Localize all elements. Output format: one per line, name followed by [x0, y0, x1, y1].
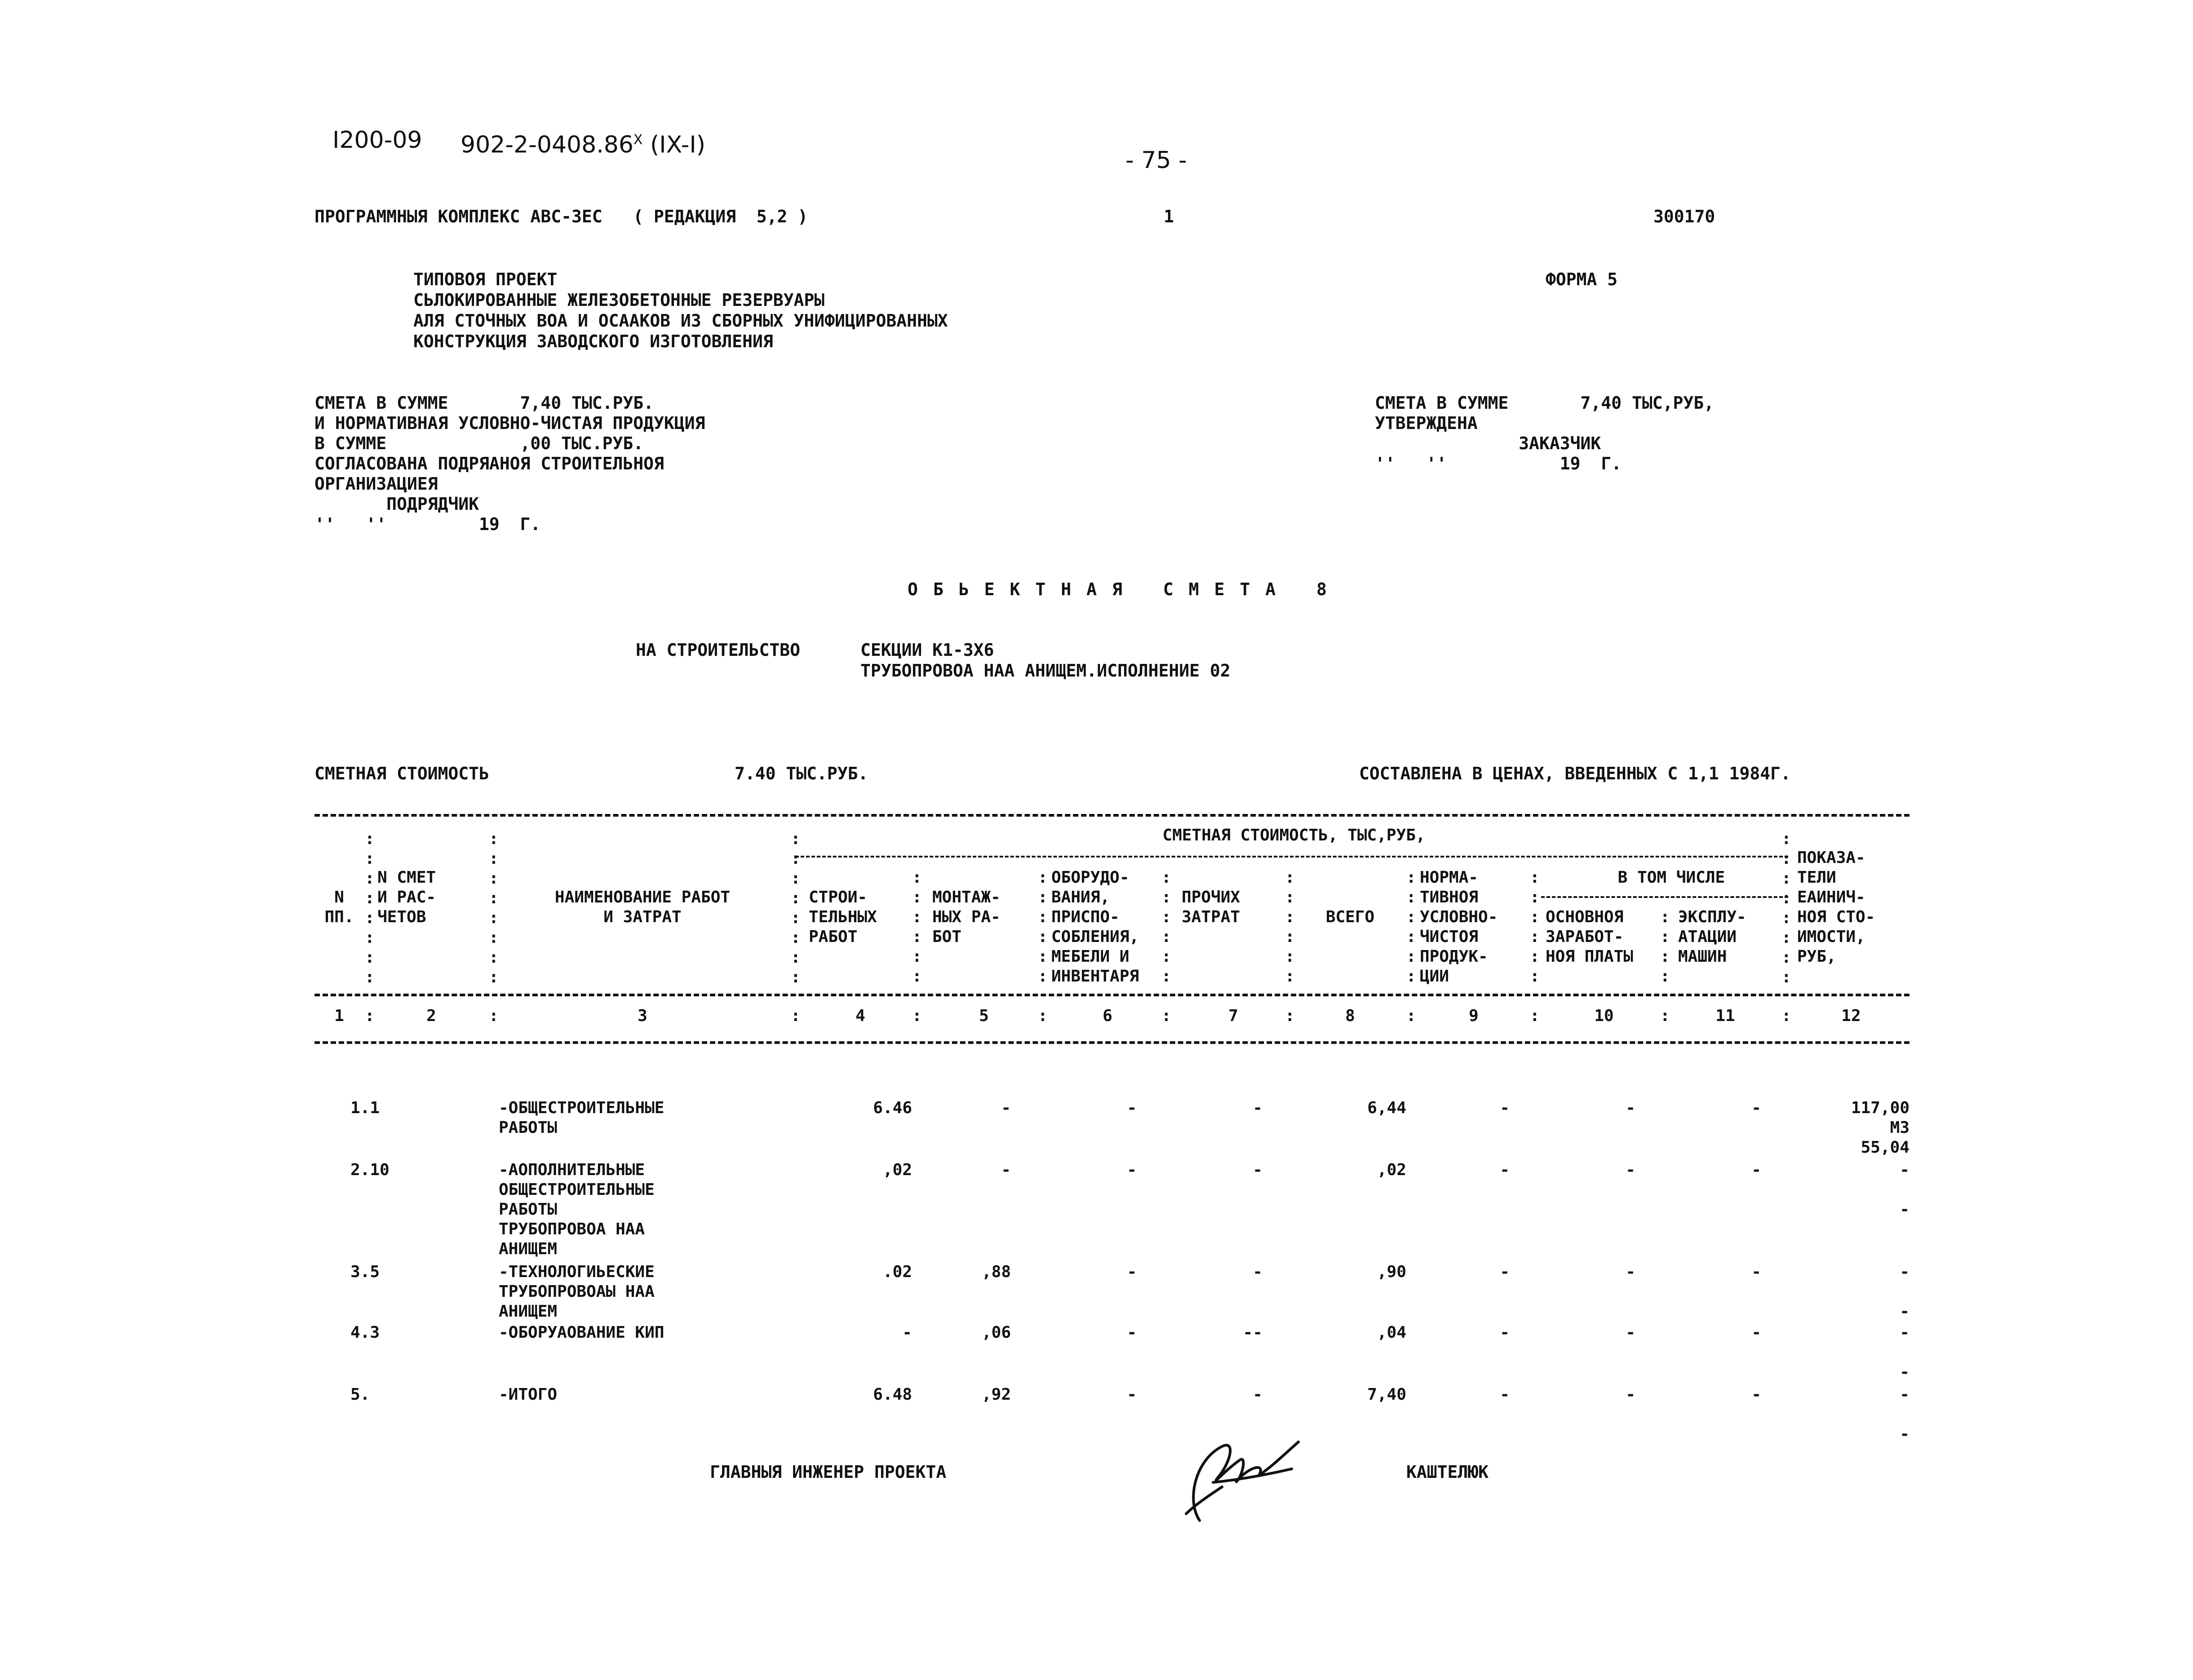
row-machines: - — [1751, 1099, 1761, 1117]
col-separator: : — [912, 1007, 922, 1025]
row-salary: - — [1626, 1263, 1635, 1281]
col-header-5: МОНТАЖ- НЫХ РА- БОТ — [932, 888, 1001, 946]
col-header-7: ПРОЧИХ ЗАТРАТ — [1182, 888, 1240, 926]
form-label: ФОРМА 5 — [1546, 270, 1618, 289]
title-sub-left: НА СТРОИТЕЛЬСТВО — [636, 640, 801, 660]
row-number: 5. — [350, 1385, 370, 1404]
row-other: - — [1253, 1263, 1263, 1281]
right-block-line-2: УТВЕРЖДЕНА — [1375, 413, 1478, 433]
row-equipment: - — [1127, 1161, 1137, 1179]
col-separator: : : : : : : — [912, 868, 922, 986]
row-construction: .02 — [882, 1263, 912, 1281]
row-other: - — [1253, 1099, 1263, 1117]
cost-prices: СОСТАВЛЕНА В ЦЕНАХ, ВВЕДЕННЫХ С 1,1 1984Г. — [1359, 764, 1791, 783]
row-machines: - — [1751, 1263, 1761, 1281]
row-equipment: - — [1127, 1099, 1137, 1117]
row-installation: ,06 — [981, 1323, 1011, 1342]
group-header: СМЕТНАЯ СТОИМОСТЬ, ТЫС,РУБ, — [1162, 826, 1426, 844]
row-construction: ,02 — [882, 1161, 912, 1179]
row-total: ,90 — [1377, 1263, 1406, 1281]
footer-name: КАШТЕЛЮК — [1406, 1462, 1489, 1482]
left-block-line-2: И НОРМАТИВНАЯ УСЛОВНО-ЧИСТАЯ ПРОДУКЦИЯ — [315, 413, 705, 433]
project-line-1: ТИПОВОЯ ПРОЕКТ — [413, 270, 558, 289]
row-other: - — [1253, 1161, 1263, 1179]
row-normative: - — [1500, 1263, 1510, 1281]
row-total: ,02 — [1377, 1161, 1406, 1179]
col-separator: : — [1781, 1007, 1791, 1025]
project-line-3: АЛЯ СТОЧНЫХ ВОА И ОСААКОВ ИЗ СБОРНЫХ УНИФИЦИРОВАННЫХ — [413, 311, 948, 331]
row-construction: 6.48 — [873, 1385, 912, 1404]
col-number-12: 12 — [1841, 1007, 1861, 1025]
col-separator: : : : : : : — [1406, 868, 1416, 986]
col-separator: : : : : : : : : — [365, 830, 375, 986]
title-sub-2: ТРУБОПРОВОА НАА АНИЩЕМ.ИСПОЛНЕНИЕ 02 — [860, 661, 1231, 681]
row-name: -ОБЩЕСТРОИТЕЛЬНЫЕ РАБОТЫ — [499, 1099, 665, 1137]
row-normative: - — [1500, 1099, 1510, 1117]
row-number: 2.10 — [350, 1161, 390, 1179]
row-normative: - — [1500, 1161, 1510, 1179]
right-block-line-1: СМЕТА В СУММЕ 7,40 ТЫС,РУБ, — [1375, 393, 1714, 413]
group-header-rule — [795, 856, 1788, 858]
left-block-line-3: В СУММЕ ,00 ТЫС.РУБ. — [315, 433, 644, 453]
row-unit-cost: - - — [1900, 1385, 1909, 1443]
estimate-title: ОБЬЕКТНАЯ СМЕТА 8 — [908, 579, 1342, 599]
row-name: -ОБОРУАОВАНИЕ КИП — [499, 1323, 665, 1342]
footer-role: ГЛАВНЫЯ ИНЖЕНЕР ПРОЕКТА — [710, 1462, 947, 1482]
col-header-3: НАИМЕНОВАНИЕ РАБОТ И ЗАТРАТ — [554, 888, 731, 926]
left-block-line-7: '' '' 19 Г. — [315, 514, 541, 534]
col-header-11: ЭКСПЛУ- АТАЦИИ МАШИН — [1678, 908, 1746, 966]
col-number-8: 8 — [1345, 1007, 1355, 1025]
col-header-12: ПОКАЗА- ТЕЛИ ЕАИНИЧ- НОЯ СТО- ИМОСТИ, РУБ, — [1797, 849, 1875, 966]
row-machines: - — [1751, 1161, 1761, 1179]
col-number-6: 6 — [1103, 1007, 1112, 1025]
col-separator: : — [1530, 1007, 1540, 1025]
project-line-2: СЬЛОКИРОВАННЫЕ ЖЕЛЕЗОБЕТОННЫЕ РЕЗЕРВУАРЫ — [413, 290, 825, 310]
col-header-4: СТРОИ- ТЕЛЬНЫХ РАБОТ — [809, 888, 877, 946]
col-number-1: 1 — [334, 1007, 344, 1025]
header-bottom-rule — [315, 994, 1909, 996]
col-header-2: N СМЕТ И РАС- ЧЕТОВ — [377, 868, 436, 926]
row-machines: - — [1751, 1323, 1761, 1342]
col-separator: : — [489, 1007, 499, 1025]
row-salary: - — [1626, 1385, 1635, 1404]
col-separator: : — [1161, 1007, 1171, 1025]
row-total: 6,44 — [1367, 1099, 1406, 1117]
row-equipment: - — [1127, 1385, 1137, 1404]
col-number-3: 3 — [638, 1007, 647, 1025]
row-total: ,04 — [1377, 1323, 1406, 1342]
row-construction: 6.46 — [873, 1099, 912, 1117]
row-construction: - — [902, 1323, 912, 1342]
col-separator: : — [1285, 1007, 1295, 1025]
left-block-line-6: ПОДРЯДЧИК — [315, 494, 479, 514]
row-salary: - — [1626, 1323, 1635, 1342]
row-unit-cost: - - — [1900, 1323, 1909, 1381]
row-name: -АОПОЛНИТЕЛЬНЫЕ ОБЩЕСТРОИТЕЛЬНЫЕ РАБОТЫ ТРУБОПРОВОА НАА АНИЩЕМ — [499, 1161, 655, 1258]
left-block-line-4: СОГЛАСОВАНА ПОДРЯАНОЯ СТРОИТЕЛЬНОЯ — [315, 454, 664, 473]
row-unit-cost: - - — [1900, 1161, 1909, 1219]
row-name: -ТЕХНОЛОГИЬЕСКИЕ ТРУБОПРОВОАЫ НАА АНИЩЕМ — [499, 1263, 655, 1321]
col-separator: : : : : : : — [1530, 868, 1540, 986]
right-block-line-3: ЗАКАЗЧИК — [1375, 433, 1601, 453]
row-number: 3.5 — [350, 1263, 380, 1281]
row-normative: - — [1500, 1385, 1510, 1404]
row-unit-cost: 117,00 М3 55,04 — [1851, 1099, 1909, 1157]
row-installation: ,88 — [981, 1263, 1011, 1281]
table-top-rule — [315, 814, 1909, 817]
left-block-line-5: ОРГАНИЗАЦИЕЯ — [315, 474, 438, 494]
col-separator: : : : : : : : : — [489, 830, 499, 986]
col-header-1: N ПП. — [324, 888, 354, 926]
col-number-2: 2 — [426, 1007, 436, 1025]
row-normative: - — [1500, 1323, 1510, 1342]
col-separator: : : : : : : : : — [1781, 830, 1791, 986]
row-unit-cost: - - — [1900, 1263, 1909, 1321]
col-number-11: 11 — [1715, 1007, 1735, 1025]
col-number-5: 5 — [979, 1007, 989, 1025]
row-installation: - — [1001, 1161, 1011, 1179]
row-number: 4.3 — [350, 1323, 380, 1342]
row-machines: - — [1751, 1385, 1761, 1404]
row-name: -ИТОГО — [499, 1385, 558, 1404]
project-code — [461, 130, 706, 159]
row-other: - — [1253, 1385, 1263, 1404]
program-line: ПРОГРАММНЫЯ КОМПЛЕКС АВС-3ЕС ( РЕДАКЦИЯ 5,2 ) — [315, 207, 808, 226]
cost-value: 7.40 ТЫС.РУБ. — [735, 764, 868, 783]
project-code-sup: X — [633, 132, 643, 148]
project-line-4: КОНСТРУКЦИЯ ЗАВОДСКОГО ИЗГОТОВЛЕНИЯ — [413, 332, 773, 351]
row-salary: - — [1626, 1161, 1635, 1179]
left-block-line-1: СМЕТА В СУММЕ 7,40 ТЫС.РУБ. — [315, 393, 654, 413]
col-separator: : — [1038, 1007, 1048, 1025]
page-label: - 75 - — [1125, 147, 1187, 174]
document-code: 300170 — [1653, 207, 1715, 226]
col-number-10: 10 — [1594, 1007, 1614, 1025]
col-separator: : — [1660, 1007, 1670, 1025]
col-separator: : : : : : : — [1161, 868, 1171, 986]
row-installation: - — [1001, 1099, 1011, 1117]
col-number-9: 9 — [1469, 1007, 1479, 1025]
row-equipment: - — [1127, 1263, 1137, 1281]
sheet-number: 1 — [1164, 207, 1174, 226]
col-numbers-bottom-rule — [315, 1041, 1909, 1044]
doc-number: I200-09 — [332, 127, 422, 154]
col-header-6: ОБОРУДО- ВАНИЯ, ПРИСПО- СОБЛЕНИЯ, МЕБЕЛИ И ИНВЕНТАРЯ — [1051, 868, 1139, 986]
col-number-4: 4 — [855, 1007, 865, 1025]
row-installation: ,92 — [981, 1385, 1011, 1404]
row-equipment: - — [1127, 1323, 1137, 1342]
project-code-main: 902-2-0408.86 — [461, 131, 634, 159]
row-total: 7,40 — [1367, 1385, 1406, 1404]
subgroup-header-rule — [1541, 896, 1788, 898]
col-header-8: ВСЕГО — [1325, 908, 1375, 926]
title-sub-right: СЕКЦИИ К1-3Х6 — [860, 640, 994, 660]
col-number-7: 7 — [1228, 1007, 1238, 1025]
project-code-suffix: (IX-I) — [650, 131, 706, 159]
subgroup-header: В ТОМ ЧИСЛЕ — [1617, 868, 1725, 887]
right-block-line-4: '' '' 19 Г. — [1375, 454, 1622, 473]
row-salary: - — [1626, 1099, 1635, 1117]
col-separator: : — [791, 1007, 801, 1025]
col-separator: : : : : : : — [1038, 868, 1048, 986]
row-number: 1.1 — [350, 1099, 380, 1117]
col-separator: : — [365, 1007, 375, 1025]
col-separator: : : : : — [1660, 908, 1670, 986]
col-separator: : : : : : : : : — [791, 830, 801, 986]
row-other: -- — [1243, 1323, 1263, 1342]
cost-label: СМЕТНАЯ СТОИМОСТЬ — [315, 764, 489, 783]
col-header-10: ОСНОВНОЯ ЗАРАБОТ- НОЯ ПЛАТЫ — [1546, 908, 1634, 966]
col-separator: : : : : : : — [1285, 868, 1295, 986]
col-header-9: НОРМА- ТИВНОЯ УСЛОВНО- ЧИСТОЯ ПРОДУК- ЦИИ — [1420, 868, 1498, 986]
col-separator: : — [1406, 1007, 1416, 1025]
signature-icon — [1168, 1428, 1303, 1527]
